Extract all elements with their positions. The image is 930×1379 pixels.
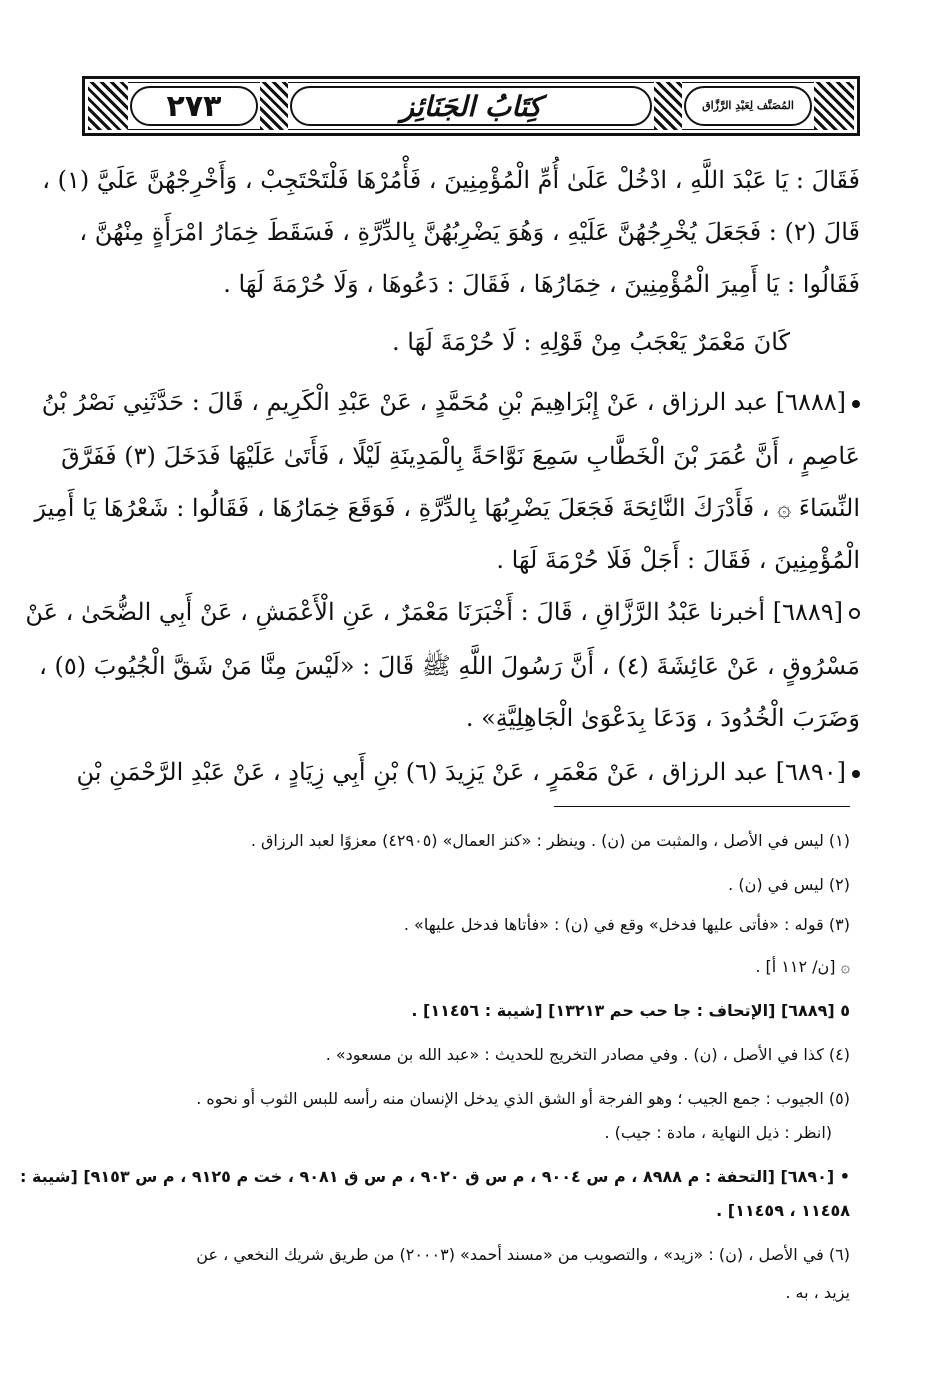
hadith-6889-line <box>25 586 860 638</box>
body-text: [٦٨٩٠] عبد الرزاق ، عَنْ مَعْمَرٍ ، عَنْ يَزِيدَ (٦) بْنِ أَبِي زِيَادٍ ، عَنْ عَبْدِ الرَّحْمَنِ بْنِ <box>76 758 846 786</box>
footnote-continuation: (انظر : ذيل النهاية ، مادة : جيب) . <box>604 1123 832 1142</box>
body-line: مَسْرُوقٍ ، عَنْ عَائِشَةَ (٤) ، أَنَّ رَسُولَ اللَّهِ ﷺ قَالَ : «لَيْسَ مِنَّا مَنْ شَقَّ الْجُيُوبَ (٥) ، <box>39 652 860 680</box>
footnote-takhrij: • [٦٨٩٠] [التحفة : م ٨٩٨٨ ، م س ٩٠٠٤ ، م س ق ٩٠٢٠ ، م س ق ٩٠٨١ ، خت م ٩١٢٥ ، م س ٩١٥٣] [شيبة : <box>19 1167 850 1186</box>
ornament-right-inner <box>654 82 682 130</box>
footnote: (١) ليس في الأصل ، والمثبت من (ن) . وينظر : «كنز العمال» (٤٢٩٠٥) معزوًا لعبد الرزاق . <box>250 831 850 850</box>
body-line: الْمُؤْمِنِينَ ، فَقَالَ : أَجَلْ فَلَا حُرْمَةَ لَهَا . <box>496 546 860 574</box>
book-seal-text: المُصَنَّف لِعَبْدِ الرَّزَّاق <box>702 99 794 112</box>
ornament-left <box>88 82 128 130</box>
footnote: (٦) في الأصل ، (ن) : «زيد» ، والتصويب من «مسند أحمد» (٢٠٠٠٣) من طريق شريك النخعي ، عن <box>196 1245 850 1264</box>
footnote: (٢) ليس في (ن) . <box>728 875 850 894</box>
ornament-left-inner <box>260 82 288 130</box>
body-line: فَقَالُوا : يَا أَمِيرَ الْمُؤْمِنِينَ ، خِمَارُهَا ، فَقَالَ : دَعُوهَا ، وَلَا حُرْمَةَ لَهَا . <box>223 270 860 298</box>
book-title-cartouche <box>290 86 652 126</box>
footnote-separator <box>554 806 850 807</box>
body-text: [٦٨٨٨] عبد الرزاق ، عَنْ إِبْرَاهِيمَ بْنِ مُحَمَّدٍ ، عَنْ عَبْدِ الْكَرِيمِ ، قَالَ : حَدَّثَنِي نَصْرُ بْنُ <box>41 388 846 416</box>
body-line: كَانَ مَعْمَرٌ يَعْجَبُ مِنْ قَوْلِهِ : لَا حُرْمَةَ لَهَا . <box>392 328 790 356</box>
footnote: (٤) كذا في الأصل ، (ن) . وفي مصادر التخريج للحديث : «عبد الله بن مسعود» . <box>325 1045 850 1064</box>
body-line: النِّسَاءَ ۞ ، فَأَدْرَكَ النَّائِحَةَ فَجَعَلَ يَضْرِبُهَا بِالدِّرَّةِ ، فَوَقَعَ خِمَارُهَا ، فَقَالُوا : شَعْرُهَا يَا أَمِيرَ <box>34 494 860 522</box>
bullet-ring <box>849 608 860 619</box>
footnote: ۞ [ن/ ١١٢ أ] . <box>755 957 850 976</box>
footnote-takhrij: ٥ [٦٨٨٩] [الإتحاف : جا حب حم ١٣٢١٣] [شيبة : ١١٤٥٦] . <box>411 1001 850 1020</box>
body-line: فَقَالَ : يَا عَبْدَ اللَّهِ ، ادْخُلْ عَلَىٰ أُمِّ الْمُؤْمِنِينَ ، فَأْمُرْهَا فَلْتَحْتَجِبْ ، وَأَخْرِجْهُنَّ عَلَيَّ (١) ، <box>42 166 860 194</box>
body-line: عَاصِمٍ ، أَنَّ عُمَرَ بْنَ الْخَطَّابِ سَمِعَ نَوَّاحَةً بِالْمَدِينَةِ لَيْلًا ، فَأَتَىٰ عَلَيْهَا فَدَخَلَ (٣) فَفَرَّقَ <box>61 442 860 470</box>
ornament-right <box>814 82 854 130</box>
page-header <box>82 76 860 136</box>
bullet-dot <box>852 400 860 408</box>
book-seal <box>684 86 812 126</box>
body-line: قَالَ (٢) : فَجَعَلَ يُخْرِجُهُنَّ عَلَيْهِ ، وَهُوَ يَضْرِبُهُنَّ بِالدِّرَّةِ ، فَسَقَطَ خِمَارُ امْرَأَةٍ مِنْهُنَّ ، <box>79 218 860 246</box>
bullet-dot <box>852 770 860 778</box>
footnote-takhrij-continuation: ١١٤٥٨ ، ١١٤٥٩] . <box>716 1201 850 1220</box>
hadith-6890-line <box>76 746 860 798</box>
page-number: ٢٧٣ <box>166 88 222 124</box>
hadith-6888-line <box>41 376 860 428</box>
footnote-continuation: يزيد ، به . <box>785 1283 850 1302</box>
book-title: كِتَابُ الجَنَائِز <box>400 89 542 123</box>
footnote: (٥) الجيوب : جمع الجيب ؛ وهو الفرجة أو الشق الذي يدخل الإنسان منه رأسه للبس الثوب أو نحوه . <box>196 1089 850 1108</box>
body-line: وَضَرَبَ الْخُدُودَ ، وَدَعَا بِدَعْوَىٰ الْجَاهِلِيَّةِ» . <box>465 704 860 732</box>
body-text: [٦٨٨٩] أخبرنا عَبْدُ الرَّزَّاقِ ، قَالَ : أَخْبَرَنَا مَعْمَرٌ ، عَنِ الْأَعْمَشِ ، عَنْ أَبِي الضُّحَىٰ ، عَنْ <box>25 598 843 626</box>
page-number-badge <box>130 86 258 126</box>
footnote: (٣) قوله : «فأتى عليها فدخل» وقع في (ن) : «فأتاها فدخل عليها» . <box>403 915 850 934</box>
